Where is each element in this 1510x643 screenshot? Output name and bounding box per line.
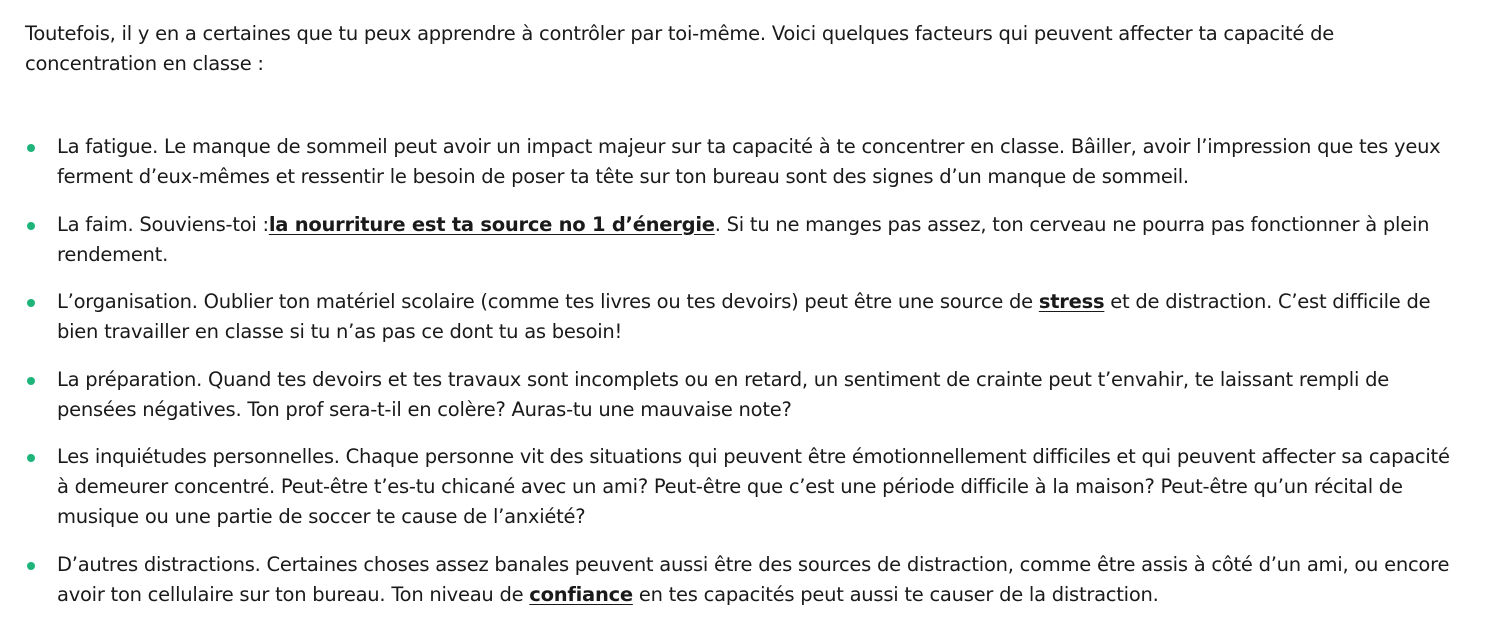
list-item-text: D’autres distractions. Certaines choses assez banales peuvent aussi être des sources de distraction, comme être assis à côté d’un ami, ou encore avoir ton cellulaire sur ton bureau. Ton niveau de: [57, 552, 1450, 606]
list-item-text: Les inquiétudes personnelles. Chaque personne vit des situations qui peuvent être émotionnellement difficiles et qui peuvent affecter sa capacité à demeurer concentré. Peut-être t’es-tu chicané avec un ami? Peut-être que c’est une période difficile à la maison? Peut-être qu’un récital de musique ou une partie de soccer te cause de l’anxiété?: [57, 445, 1450, 528]
list-item-text: La préparation. Quand tes devoirs et tes travaux sont incomplets ou en retard, un sentiment de crainte peut t’envahir, te laissant rempli de pensées négatives. Ton prof sera-t-il en colère? Auras-tu une mauvaise note?: [57, 367, 1389, 421]
bullet-icon: [27, 299, 35, 307]
list-item-text: L’organisation. Oublier ton matériel scolaire (comme tes livres ou tes devoirs) peut être une source de: [57, 290, 1039, 313]
list-item-text: . Si tu ne manges pas assez, ton cerveau ne pourra pas fonctionner à plein rendement.: [57, 212, 1430, 266]
bullet-icon: [27, 377, 35, 385]
list-item-text: en tes capacités peut aussi te causer de la distraction.: [632, 582, 1159, 606]
bullet-icon: [27, 454, 35, 462]
link-stress[interactable]: stress: [1038, 290, 1105, 313]
list-item-text: La faim. Souviens-toi :: [57, 212, 269, 236]
article-content: [25, 19, 1465, 627]
bullet-icon: [27, 144, 35, 152]
intro-paragraph: Toutefois, il y en a certaines que tu peux apprendre à contrôler par toi-même. Voici quelques facteurs qui peuvent affecter ta capacité de concentration en classe :: [25, 22, 1334, 75]
list-item: [25, 287, 1465, 347]
bullet-icon: [27, 562, 35, 570]
bullet-icon: [27, 222, 35, 230]
link-nourriture-energie[interactable]: la nourriture est ta source no 1 d’énergie: [268, 212, 715, 236]
list-item: [25, 442, 1465, 532]
list-item: [25, 365, 1465, 425]
list-item: [25, 550, 1465, 610]
list-item-text: et de distraction. C’est difficile de bien travailler en classe si tu n’as pas ce dont tu as besoin!: [57, 290, 1431, 343]
list-item: [25, 210, 1465, 270]
list-item: [25, 132, 1465, 192]
list-item-text: La fatigue. Le manque de sommeil peut avoir un impact majeur sur ta capacité à te concentrer en classe. Bâiller, avoir l’impression que tes yeux ferment d’eux-mêmes et ressentir le besoin de poser ta tête sur ton bureau sont des signes d’un manque de sommeil.: [57, 135, 1441, 188]
link-confiance[interactable]: confiance: [529, 582, 633, 606]
factors-list: [25, 132, 1465, 610]
